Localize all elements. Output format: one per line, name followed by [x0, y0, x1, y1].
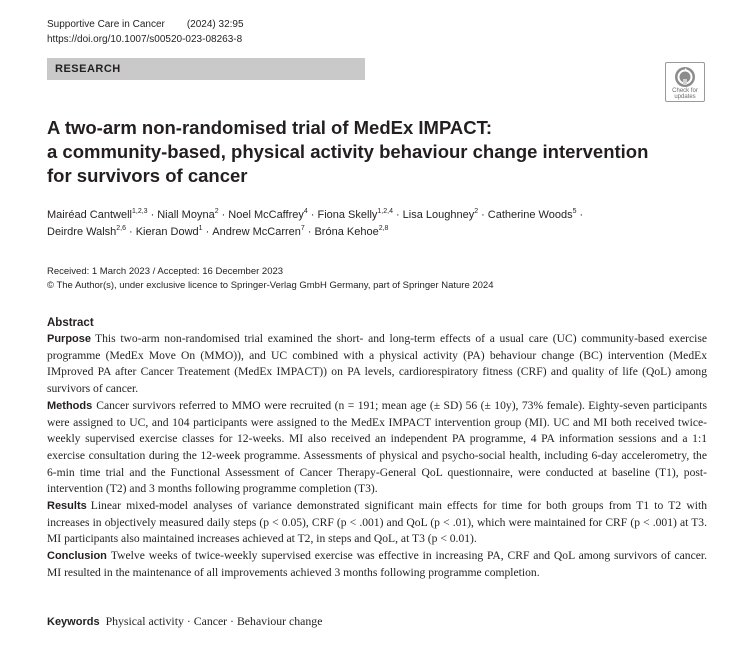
article-title	[47, 116, 707, 188]
check-for-updates-icon	[674, 66, 696, 88]
author[interactable]: Mairéad Cantwell$^{1,2,3}$	[47, 208, 148, 221]
copyright-notice: © The Author(s), under exclusive licence to Springer-Verlag GmbH Germany, part of Springer Nature 2024	[47, 280, 494, 291]
keywords-list: Physical activity · Cancer · Behaviour change	[105, 614, 323, 628]
author[interactable]: Niall Moyna$^2$	[157, 208, 219, 221]
purpose-text: This two-arm non-randomised trial examined the short- and long-term effects of a usual care (UC) community-based exercise programme (MedEx Move On (MMO)), and UC combined with a physical activity (PA) behaviour change (BC) intervention (MedEx IMproved PA after Cancer Treatement (MedEx IMPACT)) on PA levels, cardiorespiratory fitness (CRF) and quality of life (QoL) among survivors of cancer.	[47, 332, 707, 396]
keywords	[47, 614, 322, 629]
article-dates	[47, 265, 494, 293]
conclusion-label: Conclusion	[47, 550, 107, 563]
abstract-results	[47, 498, 707, 548]
author[interactable]: Deirdre Walsh$^{2,6}$	[47, 225, 127, 238]
abstract-heading: Abstract	[47, 317, 94, 329]
journal-meta	[47, 17, 244, 47]
journal-citation: (2024) 32:95	[186, 19, 244, 30]
title-line-1: A two-arm non-randomised trial of MedEx IMPACT:	[47, 117, 493, 138]
results-label: Results	[47, 500, 87, 513]
author-line-2: Deirdre Walsh$^{2,6}$ · Kieran Dowd$^1$ · Andrew McCarren$^7$ · Bróna Kehoe$^{2,8}$	[47, 225, 389, 238]
title-line-3: for survivors of cancer	[47, 165, 248, 186]
author[interactable]: Fiona Skelly$^{1,2,4}$	[317, 208, 393, 221]
section-label: RESEARCH	[47, 58, 365, 80]
author[interactable]: Catherine Woods$^5$	[487, 208, 577, 221]
methods-text: Cancer survivors referred to MMO were recruited (n = 191; mean age (± SD) 56 (± 10y), 73% female). Eighty-seven participants were assigned to UC, and 104 participants were assigned to the MedEx IMPACT intervention group (MI). UC and MI both received twice-weekly supervised exercise classes for 12-weeks. MI also received an independent PA programme, 4 PA information sessions and a 1:1 exercise consultation during the 12-week programme. Assessments of physical and psycho-social health, including 6-day accelerometry, the 6-min time trial and the Functional Assessment of Cancer Therapy-General QoL questionnaire, were conducted at baseline (T1), post-intervention (T2) and 3 months following programme completion (T3).	[47, 398, 707, 496]
abstract	[47, 316, 707, 582]
title-line-2: a community-based, physical activity behaviour change intervention	[47, 141, 649, 162]
journal-name: Supportive Care in Cancer	[47, 19, 165, 30]
conclusion-text: Twelve weeks of twice-weekly supervised exercise was effective in increasing PA, CRF and QoL among survivors of cancer. MI resulted in the maintenance of all improvements achieved 3 months following programme completion.	[47, 549, 707, 579]
abstract-methods	[47, 398, 707, 498]
author[interactable]: Andrew McCarren$^7$	[212, 225, 305, 238]
keywords-label: Keywords	[47, 616, 100, 628]
purpose-label: Purpose	[47, 333, 92, 345]
author[interactable]: Lisa Loughney$^2$	[402, 208, 479, 221]
check-for-updates-badge[interactable]	[665, 62, 705, 102]
author-line-1: Mairéad Cantwell$^{1,2,3}$ · Niall Moyna$^2$ · Noel McCaffrey$^4$ · Fiona Skelly$^{1,2,4}$ · Lisa Loughney$^2$ · Catherine Woods$^5$ ·	[47, 208, 584, 221]
abstract-purpose	[47, 331, 707, 398]
author-list	[47, 207, 707, 241]
author[interactable]: Kieran Dowd$^1$	[135, 225, 203, 238]
badge-line-1: Check for	[672, 88, 698, 94]
author[interactable]: Noel McCaffrey$^4$	[228, 208, 308, 221]
results-text: Linear mixed-model analyses of variance demonstrated significant main effects for time for both groups from T1 to T2 with increases in objectively measured daily steps (p < 0.05), CRF (p < .001) and QoL (p < .01), which were maintained for CRF (p < .001) at T3. MI participants also maintained increases achieved at T2, in steps and QoL, at T3 (p < 0.01).	[47, 499, 707, 546]
doi-link[interactable]: https://doi.org/10.1007/s00520-023-08263-8	[47, 34, 243, 45]
author[interactable]: Bróna Kehoe$^{2,8}$	[314, 225, 389, 238]
badge-line-2: updates	[674, 94, 696, 100]
abstract-conclusion	[47, 548, 707, 581]
methods-label: Methods	[47, 399, 93, 412]
received-accepted: Received: 1 March 2023 / Accepted: 16 December 2023	[47, 266, 284, 277]
